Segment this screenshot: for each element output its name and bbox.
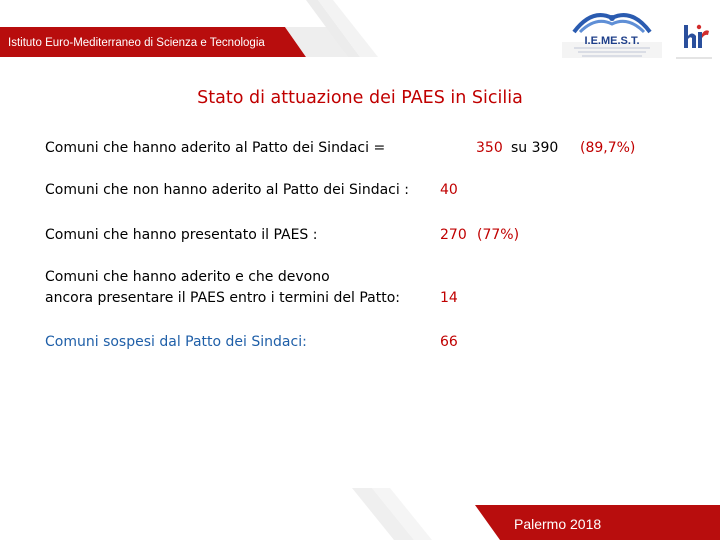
row3-label: Comuni che hanno presentato il PAES : xyxy=(45,227,318,243)
row3-percent: (77%) xyxy=(477,227,520,243)
row5-value: 66 xyxy=(440,334,458,350)
row1-total: su 390 xyxy=(511,140,559,156)
row1-percent: (89,7%) xyxy=(580,140,636,156)
row4-label-line2: ancora presentare il PAES entro i termini del Patto: xyxy=(45,290,400,306)
footer-text: Palermo 2018 xyxy=(514,516,602,532)
row1-value: 350 xyxy=(476,140,503,156)
row2-value: 40 xyxy=(440,182,458,198)
row4-value: 14 xyxy=(440,290,458,306)
row3-value: 270 xyxy=(440,227,467,243)
slide-title: Stato di attuazione dei PAES in Sicilia xyxy=(197,88,523,108)
logo-text: I.E.ME.S.T. xyxy=(584,35,640,47)
institute-name: Istituto Euro-Mediterraneo di Scienza e Tecnologia xyxy=(8,37,265,49)
row5-label: Comuni sospesi dal Patto dei Sindaci: xyxy=(45,334,307,350)
row2-label: Comuni che non hanno aderito al Patto dei Sindaci : xyxy=(45,182,409,198)
row1-label: Comuni che hanno aderito al Patto dei Sindaci = xyxy=(45,140,386,156)
row4-label-line1: Comuni che hanno aderito e che devono xyxy=(45,269,330,285)
